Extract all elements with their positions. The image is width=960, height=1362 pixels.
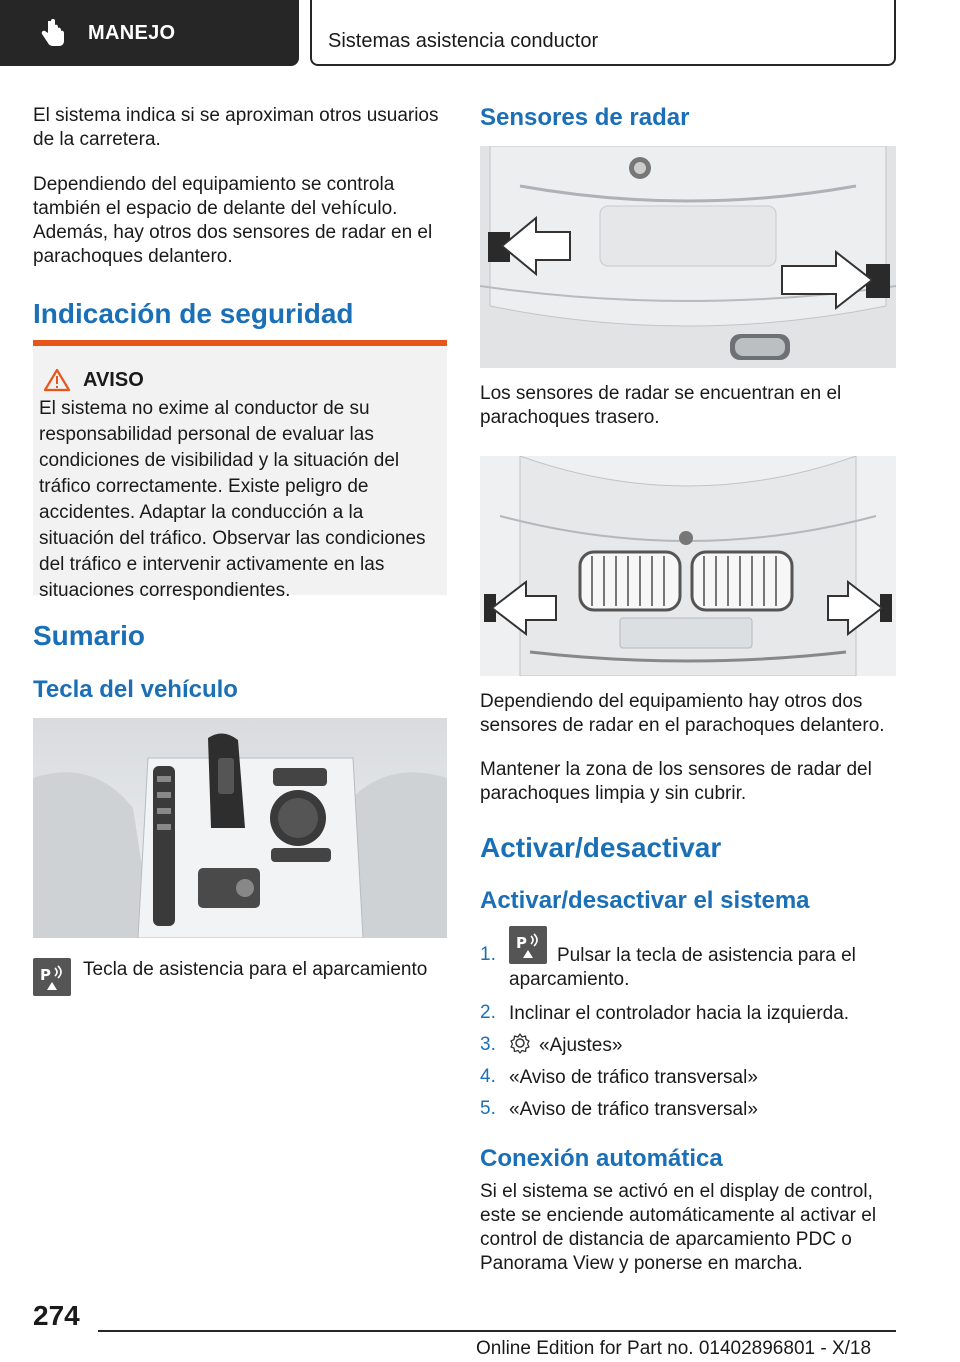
section-tab <box>0 0 299 66</box>
radar-sensors-heading: Sensores de radar <box>480 104 690 131</box>
step-number: 1. <box>480 944 496 965</box>
intro-paragraph-2: Dependiendo del equipamiento se controla también el espacio de delante del vehículo. Además, hay otros dos sensores de radar en el parachoques delantero. <box>33 174 433 267</box>
chapter-tab <box>310 0 896 66</box>
activate-heading: Activar/desactivar <box>480 832 722 863</box>
auto-connection-text: Si el sistema se activó en el display de control, este se enciende automáticamente al activar el control de distancia de aparcamiento PDC o Panorama View y ponerse en marcha. <box>480 1181 877 1274</box>
step-text: Pulsar la tecla de asistencia para el aparcamiento. <box>509 945 856 990</box>
chapter-title: Sistemas asistencia conductor <box>328 30 599 52</box>
page-number: 274 <box>33 1300 80 1331</box>
safety-heading: Indicación de seguridad <box>33 298 354 329</box>
warning-triangle-icon <box>43 368 71 392</box>
warning-text: El sistema no exime al conductor de su responsabilidad personal de evaluar las condiciones de visibilidad y la situación del tráfico correctamente. Existe peligro de accidentes. Adaptar la conducción a la situación del tráfico. Observar las condiciones del tráfico e intervenir activamente en las situaciones correspondientes. <box>39 398 426 601</box>
warning-box <box>33 340 447 601</box>
warning-title: AVISO <box>83 368 144 391</box>
front-bumper-image <box>480 456 896 676</box>
step-text: «Aviso de tráfico transversal» <box>509 1067 758 1088</box>
center-console-image <box>33 718 447 938</box>
clean-sensors-note: Mantener la zona de los sensores de radar del parachoques limpia y sin cubrir. <box>480 759 872 804</box>
svg-text:P: P <box>40 966 51 984</box>
step-text: «Ajustes» <box>539 1035 623 1056</box>
front-sensors-caption: Dependiendo del equipamiento hay otros dos sensores de radar en el parachoques delantero. <box>480 691 885 736</box>
step-text: Inclinar el controlador hacia la izquierda. <box>509 1003 850 1024</box>
park-assist-key-icon <box>33 958 71 996</box>
auto-connection-heading: Conexión automática <box>480 1145 723 1172</box>
section-title: MANEJO <box>88 21 176 44</box>
edition-text: Online Edition for Part no. 01402896801 - X/18 <box>476 1338 872 1359</box>
svg-text:P: P <box>516 934 527 952</box>
rear-sensors-caption: Los sensores de radar se encuentran en el parachoques trasero. <box>480 383 842 428</box>
gear-icon <box>509 1032 531 1054</box>
park-assist-caption: Tecla de asistencia para el aparcamiento <box>83 959 428 980</box>
step-number: 2. <box>480 1002 496 1023</box>
rear-bumper-image <box>480 146 896 368</box>
step-number: 3. <box>480 1034 496 1055</box>
step-number: 4. <box>480 1066 496 1087</box>
hand-pointer-icon <box>40 19 66 47</box>
intro-paragraph-1: El sistema indica si se aproximan otros usuarios de la carretera. <box>33 105 439 150</box>
step-text: «Aviso de tráfico transversal» <box>509 1099 758 1120</box>
step-number: 5. <box>480 1098 496 1119</box>
footer-divider <box>98 1330 896 1332</box>
summary-heading: Sumario <box>33 620 146 651</box>
vehicle-key-heading: Tecla del vehículo <box>33 676 238 703</box>
activate-system-heading: Activar/desactivar el sistema <box>480 887 810 914</box>
